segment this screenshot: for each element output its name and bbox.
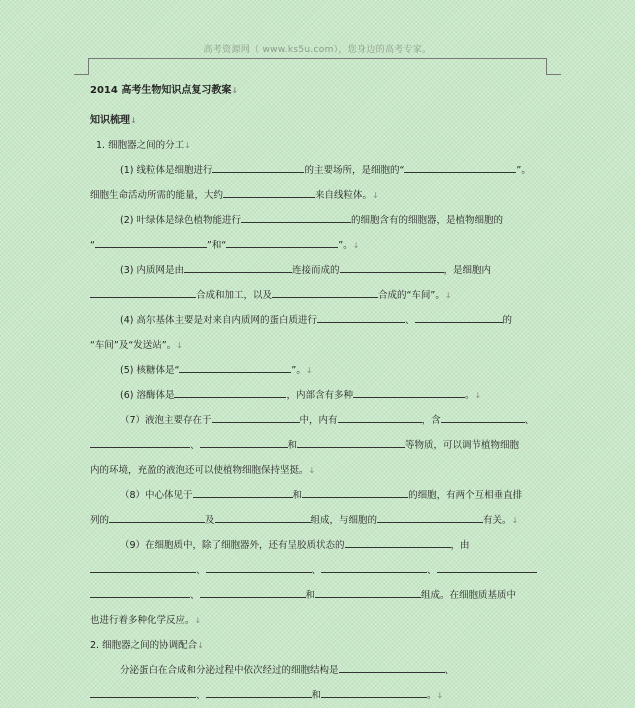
paragraph-er: (3) 内质网是由 连接而成的 ，是细胞内 <box>90 258 550 283</box>
paragraph-mitochondria: (1) 线粒体是细胞进行 的主要场所，是细胞的“ ”。 <box>90 158 550 183</box>
paragraph-chloroplast: (2) 叶绿体是绿色植物能进行 的细胞含有的细胞器，是植物细胞的 <box>90 208 550 233</box>
header-rule-right <box>546 74 561 75</box>
item-heading: 1. 细胞器之间的分工↓ <box>96 140 191 151</box>
paragraph-secretion: 分泌蛋白在合成和分泌过程中依次经过的细胞结构是 、 <box>90 658 550 683</box>
header-rule-left <box>74 74 89 75</box>
paragraph-vacuole: （7）液泡主要存在于 中，内有 ，含 、 <box>90 408 550 433</box>
paragraph-vacuole-cont: 、 和 等物质，可以调节植物细胞 <box>90 433 550 458</box>
header-rule <box>88 58 547 59</box>
paragraph-chloroplast-cont: “ ”和“ ”。↓ <box>90 233 550 258</box>
paragraph-ribosome: (5) 核糖体是“ ”。↓ <box>90 358 550 383</box>
paragraph-cytoplasm: （9）在细胞质中，除了细胞器外，还有呈胶质状态的 ，由 <box>90 533 550 558</box>
paragraph-er-cont: 合成和加工，以及 合成的“车间”。↓ <box>90 283 550 308</box>
header-corner-left <box>88 58 89 74</box>
item-heading-2: 2. 细胞器之间的协调配合↓ <box>90 640 204 651</box>
paragraph-vacuole-end: 内的环境，充盈的液泡还可以使植物细胞保持坚挺。↓ <box>90 465 316 476</box>
paragraph-lysosome: (6) 溶酶体是 ，内部含有多种 。↓ <box>90 383 550 408</box>
paragraph-cytoplasm-cont2: 、 和 组成。在细胞质基质中 <box>90 583 550 608</box>
paragraph-centrosome: （8）中心体见于 和 的细胞，有两个互相垂直排 <box>90 483 550 508</box>
header-corner-right <box>546 58 547 74</box>
paragraph-centrosome-cont: 列的 及 组成，与细胞的 有关。↓ <box>90 508 550 533</box>
section-heading: 知识梳理↓ <box>90 115 137 126</box>
paragraph-cytoplasm-end: 也进行着多种化学反应。↓ <box>90 615 202 626</box>
paragraph-golgi: (4) 高尔基体主要是对来自内质网的蛋白质进行 、 的 <box>90 308 550 333</box>
page-header: 高考资源网（ www.ks5u.com），您身边的高考专家。 <box>203 45 432 55</box>
paragraph-mitochondria-cont: 细胞生命活动所需的能量，大约 来自线粒体。↓ <box>90 183 550 208</box>
paragraph-cytoplasm-cont: 、 、 、 <box>90 558 550 583</box>
paragraph-golgi-cont: “车间”及“发送站”。↓ <box>90 340 183 351</box>
paragraph-secretion-cont: 、 和 。↓ <box>90 683 550 708</box>
document-title: 2014 高考生物知识点复习教案↓ <box>90 85 239 96</box>
document-body <box>90 78 550 708</box>
